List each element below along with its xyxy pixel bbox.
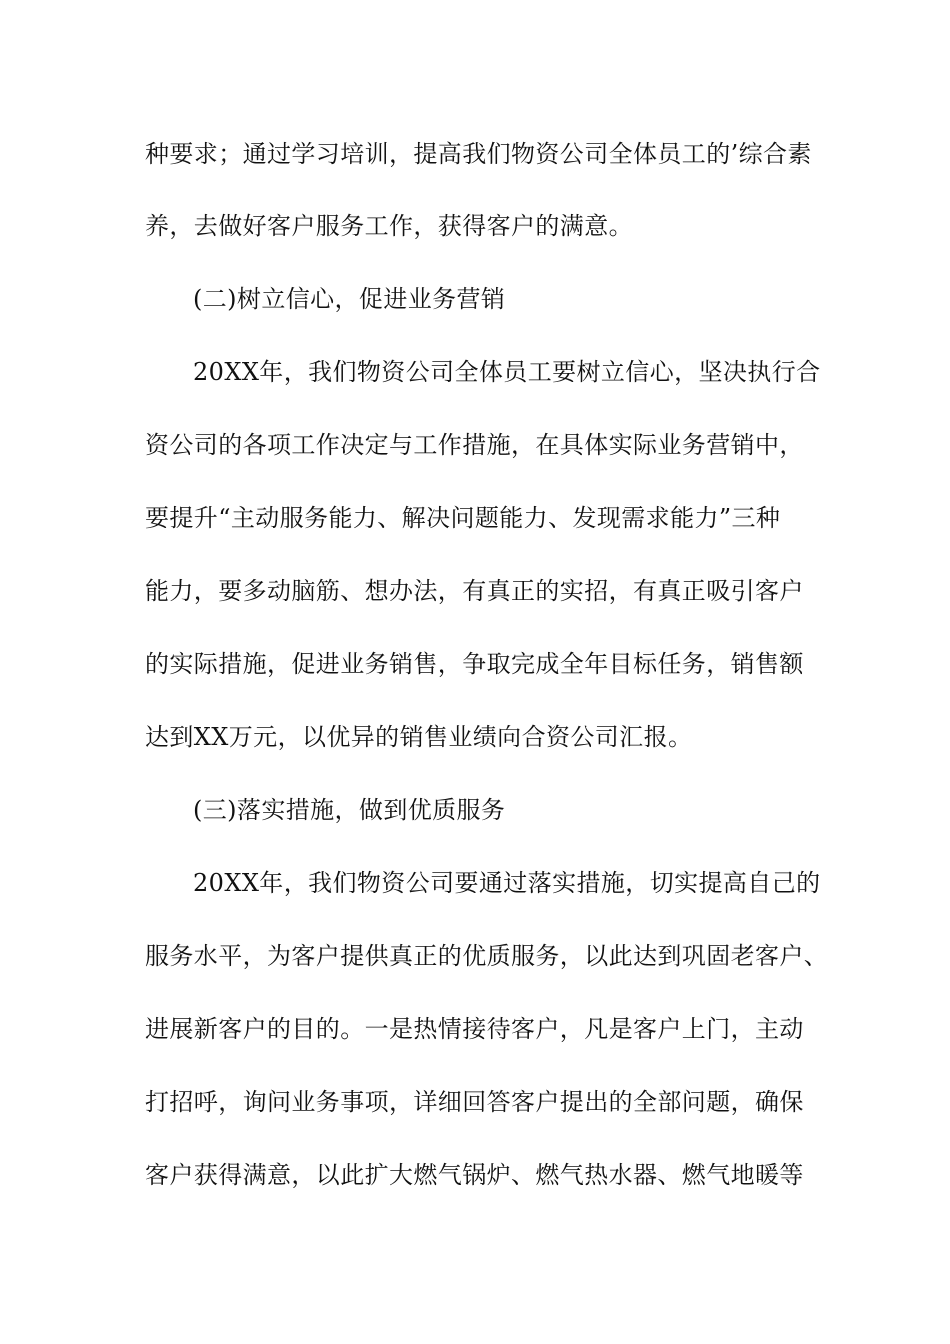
- body-text-line: 资公司的各项工作决定与工作措施，在具体实际业务营销中，: [145, 431, 804, 459]
- body-text-line: 打招呼，询问业务事项，详细回答客户提出的全部问题，确保: [145, 1088, 804, 1116]
- body-text-line: 客户获得满意，以此扩大燃气锅炉、燃气热水器、燃气地暖等: [145, 1161, 804, 1189]
- section-heading: (二)树立信心，促进业务营销: [193, 285, 506, 313]
- body-text-line: 达到XX万元，以优异的销售业绩向合资公司汇报。: [145, 723, 693, 751]
- section-heading: (三)落实措施，做到优质服务: [193, 796, 506, 824]
- body-text-line: 要提升“主动服务能力、解决问题能力、发现需求能力”三种: [145, 504, 781, 532]
- body-text-line: 养，去做好客户服务工作，获得客户的满意。: [145, 212, 633, 240]
- body-text-line: 能力，要多动脑筋、想办法，有真正的实招，有真正吸引客户: [145, 577, 804, 605]
- body-text-line: 服务水平，为客户提供真正的优质服务，以此达到巩固老客户、: [145, 942, 829, 970]
- body-text-line: 进展新客户的目的。一是热情接待客户，凡是客户上门，主动: [145, 1015, 804, 1043]
- body-text-line: 的实际措施，促进业务销售，争取完成全年目标任务，销售额: [145, 650, 804, 678]
- paragraph-first-line: 20XX年，我们物资公司要通过落实措施，切实提高自己的: [193, 869, 821, 897]
- paragraph-first-line: 20XX年，我们物资公司全体员工要树立信心，坚决执行合: [193, 358, 821, 386]
- body-text-line: 种要求；通过学习培训，提高我们物资公司全体员工的’综合素: [145, 140, 812, 168]
